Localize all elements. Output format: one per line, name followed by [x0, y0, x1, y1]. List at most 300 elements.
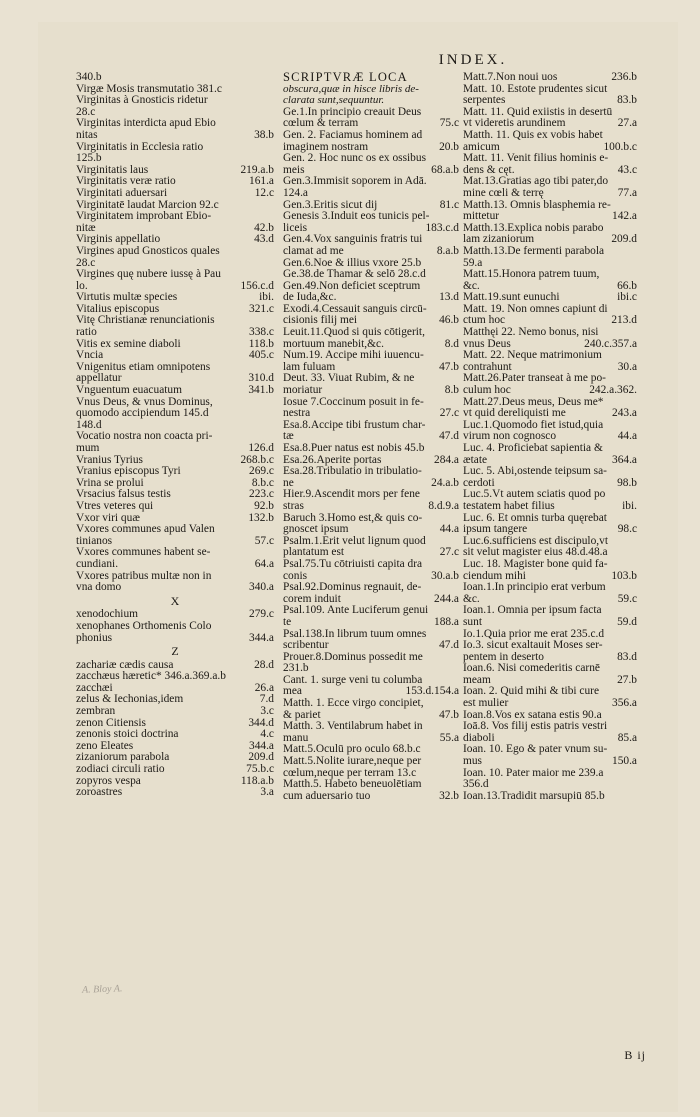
entry-text: stras [283, 499, 304, 512]
page-reference: 219.a.b [240, 163, 274, 176]
entry-text: Vranius Tyrius [76, 453, 143, 466]
entry-text: Deut. 33. Viuat Rubim, & ne [283, 372, 415, 385]
entry-text: Ge.38.de Thamar & selō 28.c.d [283, 268, 426, 281]
entry-text: nestra [283, 407, 311, 420]
page-reference: 240.c.357.a [584, 337, 637, 350]
entry-text: Matth.13.De fermenti parabola [463, 244, 605, 257]
index-entry-line [463, 791, 637, 803]
index-entry-line [283, 721, 459, 733]
index-entry-line [76, 142, 274, 154]
entry-text: Virginitas interdicta apud Ebio [76, 117, 216, 130]
page-reference: 55.a [439, 731, 459, 744]
page-reference: 24.a.b [431, 476, 459, 489]
index-entry-line [76, 431, 274, 443]
page-reference: 209.d [248, 751, 274, 764]
entry-text: gnoscet ipsum [283, 523, 349, 536]
index-entry-line [76, 315, 274, 327]
entry-text: Matth. 11. Quis ex vobis habet [463, 128, 603, 141]
index-entry-line [76, 633, 274, 645]
entry-text: Vxor viri quæ [76, 511, 140, 524]
entry-text: Vocatio nostra non coacta pri- [76, 430, 213, 443]
page-reference: 103.b [611, 569, 637, 582]
page-reference: 340.a [249, 581, 274, 594]
page-reference: 279.c [249, 608, 274, 621]
entry-text: vnus Deus [463, 337, 511, 350]
index-entry-line [463, 246, 637, 258]
entry-text: zachariæ cædis causa [76, 658, 174, 671]
page-reference: 47.b [439, 360, 459, 373]
entry-text: Matt.15.Honora patrem tuum, [463, 268, 600, 281]
entry-text: vt quid dereliquisti me [463, 407, 566, 420]
page-reference: 284.a [434, 453, 459, 466]
page-reference: 344.a [249, 739, 274, 752]
entry-text: zenon Citiensis [76, 716, 146, 729]
entry-text: &c. [463, 592, 480, 605]
entry-text: phonius [76, 631, 113, 644]
entry-text: Vnigenitus etiam omnipotens [76, 360, 211, 373]
entry-text: tæ [283, 430, 294, 443]
index-entry-line [283, 176, 459, 188]
entry-text: Ioan.1.In principio erat verbum [463, 581, 606, 594]
faded-stamp: A. Bloy A. [81, 983, 123, 996]
entry-text: testatem habet filius [463, 499, 555, 512]
entry-text: zembran [76, 705, 116, 718]
entry-text: Gen. 2. Hoc nunc os ex ossibus [283, 152, 427, 165]
entry-text: lam zizaniorum [463, 233, 535, 246]
index-entry-line [76, 246, 274, 258]
entry-text: Io.3. sicut exaltauit Moses ser- [463, 639, 603, 652]
entry-text: cerdoti [463, 476, 495, 489]
entry-text: Matth.13. Omnis blasphemia re- [463, 198, 611, 211]
index-entry-line [76, 269, 274, 281]
page-reference: 66.b [617, 279, 637, 292]
entry-text: culum hoc [463, 384, 511, 397]
page-reference: 27.c [439, 546, 459, 559]
entry-text: Virginitatis laus [76, 163, 149, 176]
page-reference: 13.d [439, 291, 459, 304]
entry-text: ctum hoc [463, 314, 506, 327]
page-signature: B ij [624, 1048, 646, 1062]
entry-text: vt videretis arundinem [463, 117, 566, 130]
entry-text: zacchæi [76, 681, 113, 694]
entry-text: Psal.92.Dominus regnauit, de- [283, 581, 422, 594]
page-reference: 32.b [439, 789, 459, 802]
page-reference: 28.d [254, 658, 274, 671]
index-entry-line [76, 339, 274, 351]
entry-text: nitæ [76, 221, 96, 234]
entry-text: Vtres veteres qui [76, 499, 154, 512]
page-reference: 132.b [248, 511, 274, 524]
page-reference: 8.b.c [251, 476, 274, 489]
page-reference: 68.a.b [431, 163, 459, 176]
entry-text: 356.d [463, 778, 489, 791]
entry-text: Virginitatē laudat Marcion 92.c [76, 198, 219, 211]
page-reference: 338.c [249, 326, 274, 339]
entry-text: Virginitatis in Ecclesia ratio [76, 140, 204, 153]
entry-text: Psalm.1.Erit velut lignum quod [283, 534, 426, 547]
entry-text: Vitę Christianæ renunciationis [76, 314, 215, 327]
entry-text: Num.19. Accipe mihi iuuencu- [283, 349, 424, 362]
page-reference: 8.d [444, 337, 459, 350]
entry-text: Psal.138.In librum tuum omnes [283, 627, 427, 640]
entry-text: Luc. 4. Proficiebat sapientia & [463, 442, 603, 454]
section-letter: Z [171, 644, 179, 659]
book-page [38, 22, 678, 1112]
page-reference: 321.c [249, 302, 274, 315]
entry-text: Ioan. 10. Ego & pater vnum su- [463, 743, 608, 756]
entry-text: Matth.5. Habeto beneuolētiam [283, 778, 422, 791]
index-column-1 [76, 72, 274, 799]
page-reference: 26.a [254, 681, 274, 694]
page-reference: 161.a [249, 175, 274, 188]
index-entry-line [463, 443, 637, 455]
entry-text: mine cœli & terrę [463, 186, 544, 199]
index-entry-line [283, 211, 459, 223]
page-reference: 150.a [612, 755, 637, 768]
entry-text: vna domo [76, 581, 122, 594]
page-reference: 43.d [254, 233, 274, 246]
entry-text: zoroastres [76, 786, 123, 799]
entry-text: mittetur [463, 210, 500, 223]
entry-text: est mulier [463, 697, 509, 710]
page-reference: 75.b.c [246, 763, 274, 776]
entry-text: Virginis appellatio [76, 233, 161, 246]
page-reference: 44.a [439, 523, 459, 536]
page-reference: 57.c [254, 534, 274, 547]
page-reference: 3.c [260, 705, 274, 718]
index-entry-line [283, 605, 459, 617]
entry-text: Matt.26.Pater transeat à me po- [463, 372, 606, 385]
entry-text: cum aduersario tuo [283, 789, 371, 802]
entry-text: Matth.13.Explica nobis parabo [463, 221, 604, 234]
entry-text: mea [283, 685, 302, 698]
entry-text: Vitis ex semine diaboli [76, 337, 181, 350]
entry-text: 124.a [283, 186, 308, 199]
page-header: INDEX. [438, 52, 508, 68]
entry-text: Vrina se prolui [76, 476, 144, 489]
entry-text: 231.b [283, 662, 309, 675]
page-reference: 405.c [249, 349, 274, 362]
entry-text: Luc.6.sufficiens est discipulo,vt [463, 534, 608, 547]
page-reference: 27.c [439, 407, 459, 420]
page-reference: 92.b [254, 499, 274, 512]
entry-text: corem induit [283, 592, 341, 605]
section-subtitle: clarata sunt,sequuntur. [283, 94, 385, 107]
entry-text: Io.1.Quia prior me erat 235.c.d [463, 627, 605, 640]
index-entry-line [463, 269, 637, 281]
page-reference: 64.a [254, 557, 274, 570]
entry-text: & pariet [283, 708, 321, 721]
page-reference: 269.c [249, 465, 274, 478]
entry-text: Gen.3.Immisit soporem in Adā. [283, 175, 427, 188]
entry-text: Ioā.8. Vos filij estis patris vestri [463, 720, 608, 733]
entry-text: xenophanes Orthomenis Colo [76, 619, 212, 632]
entry-text: Ioan. 2. Quid mihi & tibi cure [463, 685, 600, 698]
entry-text: lo. [76, 279, 88, 292]
page-reference: 46.b [439, 314, 459, 327]
index-entry-line [283, 559, 459, 571]
page-reference: 77.a [617, 186, 637, 199]
entry-text: 28.c [76, 256, 96, 269]
entry-text: Gen.3.Eritis sicut dij [283, 198, 378, 211]
entry-text: xenodochium [76, 608, 139, 621]
page-reference: 243.a [612, 407, 637, 420]
entry-text: Virgines quę nubere iussę à Pau [76, 268, 221, 281]
entry-text: Matth. 1. Ecce virgo concipiet, [283, 697, 424, 710]
entry-text: Exodi.4.Cessauit sanguis circū- [283, 302, 427, 315]
entry-text: Ioan.13.Tradidit marsupiū 85.b [463, 789, 605, 802]
entry-text: manu [283, 731, 309, 744]
page-reference: 310.d [248, 372, 274, 385]
entry-text: Hier.9.Ascendit mors per fene [283, 488, 420, 501]
page-reference: 44.a [617, 430, 637, 443]
entry-text: 59.a [463, 256, 483, 269]
entry-text: meis [283, 163, 305, 176]
entry-text: Esa.26.Aperite portas [283, 453, 382, 466]
page-reference: ibi.c [617, 291, 637, 304]
page-reference: 100.b.c [603, 140, 637, 153]
page-reference: 364.a [612, 453, 637, 466]
entry-text: Esa.8.Puer natus est nobis 45.b [283, 442, 425, 454]
entry-text: mortuum manebit,&c. [283, 337, 384, 350]
entry-text: quomodo accipiendum 145.d [76, 407, 209, 420]
entry-text: meam [463, 673, 491, 686]
page-reference: 236.b [611, 71, 637, 83]
entry-text: Luc.5.Vt autem sciatis quod po [463, 488, 606, 501]
page-reference: 153.d.154.a [405, 685, 459, 698]
entry-text: sunt [463, 615, 482, 628]
index-entry-line [76, 582, 274, 594]
entry-text: 125.b [76, 152, 102, 165]
page-reference: 242.a.362. [589, 384, 637, 397]
page-reference: 3.a [260, 786, 274, 799]
index-entry-line [463, 582, 637, 594]
entry-text: Vranius episcopus Tyri [76, 465, 181, 478]
entry-text: Matt.27.Deus meus, Deus me* [463, 395, 604, 408]
entry-text: serpentes [463, 94, 506, 107]
index-entry-line [76, 95, 274, 107]
page-reference: 4.c [260, 728, 274, 741]
entry-text: plantatum est [283, 546, 345, 559]
entry-text: Ge.1.In principio creauit Deus [283, 105, 422, 118]
entry-text: Baruch 3.Homo est,& quis co- [283, 511, 423, 524]
entry-text: imaginem nostram [283, 140, 369, 153]
page-reference: 42.b [254, 221, 274, 234]
entry-text: Matt.5.Nolite iurare,neque per [283, 755, 422, 768]
entry-text: 340.b [76, 71, 102, 83]
page-reference: 83.b [617, 94, 637, 107]
page-reference: 47.b [439, 708, 459, 721]
page-reference: 8.d.9.a [428, 499, 459, 512]
entry-text: sit velut magister eius 48.d.48.a [463, 546, 608, 559]
entry-text: diaboli [463, 731, 495, 744]
entry-text: Virginitati aduersari [76, 186, 168, 199]
entry-text: Genesis 3.Induit eos tunicis pel- [283, 210, 430, 223]
index-column-3 [463, 72, 637, 802]
page-reference: 81.c [439, 198, 459, 211]
entry-text: Leuit.11.Quod si quis cōtigerit, [283, 326, 425, 339]
entry-text: virum non cognosco [463, 430, 557, 443]
index-entry-line [283, 153, 459, 165]
entry-text: Ioan.6. Nisi comederitis carnē [463, 662, 600, 675]
page-reference: ibi. [622, 499, 637, 512]
entry-text: Psal.75.Tu cōtriuisti capita dra [283, 557, 423, 570]
page-reference: 12.c [254, 186, 274, 199]
entry-text: Matt. 22. Neque matrimonium [463, 349, 602, 362]
entry-text: Virginitatem improbant Ebio- [76, 210, 212, 223]
entry-text: Luc. 6. Et omnis turba quęrebat [463, 511, 607, 524]
entry-text: Gen. 2. Faciamus hominem ad [283, 128, 423, 141]
page-reference: 223.c [249, 488, 274, 501]
page-reference: 344.d [248, 716, 274, 729]
entry-text: te [283, 615, 292, 628]
index-entry-line [283, 791, 459, 803]
page-reference: 7.d [259, 693, 274, 706]
page-reference: 244.a [434, 592, 459, 605]
entry-text: appellatur [76, 372, 122, 385]
page-reference: 356.a [612, 697, 637, 710]
entry-text: clamat ad me [283, 244, 344, 257]
page-reference: 27.a [617, 117, 637, 130]
page-reference: 209.d [611, 233, 637, 246]
page-reference: 59.c [617, 592, 637, 605]
page-reference: 38.b [254, 128, 274, 141]
entry-text: ipsum tangere [463, 523, 528, 536]
page-reference: 98.b [617, 476, 637, 489]
entry-text: Virgines apud Gnosticos quales [76, 244, 220, 257]
page-reference: 30.a [617, 360, 637, 373]
entry-text: Matt.5.Oculū pro oculo 68.b.c [283, 743, 421, 756]
entry-text: Prouer.8.Dominus possedit me [283, 650, 423, 663]
entry-text: Matt. 10. Estote prudentes sicut [463, 82, 608, 95]
entry-text: Virginitas à Gnosticis ridetur [76, 94, 208, 107]
index-entry-line [76, 118, 274, 130]
entry-text: dens & cęt. [463, 163, 515, 176]
entry-text: conis [283, 569, 308, 582]
index-entry-line [283, 420, 459, 432]
entry-text: mus [463, 755, 482, 768]
entry-text: Vxores communes habent se- [76, 546, 211, 559]
entry-text: zacchæus hæretic* 346.a.369.a.b [76, 670, 226, 683]
page-reference: 344.a [249, 631, 274, 644]
entry-text: de Iuda,&c. [283, 291, 337, 304]
entry-text: Virtutis multæ species [76, 291, 178, 304]
entry-text: ætate [463, 453, 488, 466]
page-reference: 8.b [444, 384, 459, 397]
entry-text: zelus & Iechonias,idem [76, 693, 184, 706]
entry-text: Matthęi 22. Nemo bonus, nisi [463, 326, 599, 339]
entry-text: cisionis filij mei [283, 314, 358, 327]
entry-text: Matt.19.sunt eunuchi [463, 291, 560, 304]
entry-text: Luc.1.Quomodo fiet istud,quia [463, 418, 604, 431]
section-letter: X [170, 593, 180, 608]
entry-text: Vrsacius falsus testis [76, 488, 171, 501]
entry-text: Iosue 7.Coccinum posuit in fe- [283, 395, 424, 408]
page-reference: 126.d [248, 442, 274, 454]
entry-text: ciendum mihi [463, 569, 526, 582]
entry-text: Virginitatis veræ ratio [76, 175, 176, 188]
entry-text: Vxores patribus multæ non in [76, 569, 212, 582]
page-reference: 183.c.d [425, 221, 459, 234]
section-title: SCRIPTVRÆ LOCA [283, 70, 408, 84]
entry-text: mum [76, 442, 100, 454]
entry-text: Matt.7.Non noui uos [463, 71, 558, 83]
entry-text: Gen.6.Noe & illius vxore 25.b [283, 256, 422, 269]
entry-text: ne [283, 476, 294, 489]
index-entry-line [283, 652, 459, 664]
page-reference: 8.a.b [436, 244, 459, 257]
entry-text: Vxores communes apud Valen [76, 523, 215, 536]
entry-text: Luc. 5. Abi,ostende teipsum sa- [463, 465, 607, 478]
entry-text: Mat.13.Gratias ago tibi pater,do [463, 175, 609, 188]
page-reference: 142.a [612, 210, 637, 223]
index-column-2 [283, 72, 459, 802]
index-entry-line [463, 768, 637, 780]
entry-text: pentem in deserto [463, 650, 544, 663]
entry-text: Ioan.8.Vos ex satana estis 90.a [463, 708, 602, 721]
entry-text: 28.c [76, 105, 96, 118]
entry-text: zeno Eleates [76, 739, 134, 752]
entry-text: Ioan. 10. Pater maior me 239.a [463, 766, 604, 779]
page-reference: 268.b.c [240, 453, 274, 466]
entry-text: zenonis stoici doctrina [76, 728, 179, 741]
entry-text: cœlum,neque per terram 13.c [283, 766, 417, 779]
index-entry-line [463, 744, 637, 756]
page-reference: 20.b [439, 140, 459, 153]
entry-text: Matt. 11. Quid exiistis in desertū [463, 105, 613, 118]
index-entry-line [76, 787, 274, 799]
page-reference: 188.a [434, 615, 459, 628]
page-reference: 118.a.b [240, 774, 274, 787]
entry-text: &c. [463, 279, 480, 292]
page-reference: 47.d [439, 639, 459, 652]
entry-text: cundiani. [76, 557, 119, 570]
entry-text: Ioan.1. Omnia per ipsum facta [463, 604, 602, 617]
entry-text: Virgæ Mosis transmutatio 381.c [76, 82, 222, 95]
entry-text: scribentur [283, 639, 329, 652]
entry-text: Gen.49.Non deficiet sceptrum [283, 279, 421, 292]
entry-text: contrahunt [463, 360, 512, 373]
section-subtitle: obscura,quæ in hisce libris de- [283, 82, 419, 95]
entry-text: tinianos [76, 534, 113, 547]
page-reference: 30.a.b [431, 569, 459, 582]
entry-text: Vitalius episcopus [76, 302, 160, 315]
entry-text: cœlum & terram [283, 117, 359, 130]
page-reference: 85.a [617, 731, 637, 744]
entry-text: Matt. 11. Venit filius hominis e- [463, 152, 609, 165]
page-reference: ibi. [259, 291, 274, 304]
page-reference: 98.c [617, 523, 637, 536]
entry-text: zodiaci circuli ratio [76, 763, 165, 776]
page-reference: 59.d [617, 615, 637, 628]
page-reference: 213.d [611, 314, 637, 327]
page-reference: 118.b [248, 337, 274, 350]
entry-text: ratio [76, 326, 97, 339]
entry-text: Esa.8.Accipe tibi frustum char- [283, 418, 426, 431]
page-reference: 75.c [439, 117, 459, 130]
entry-text: Vncia [76, 349, 104, 362]
entry-text: zizaniorum parabola [76, 751, 170, 764]
entry-text: Psal.109. Ante Luciferum genui [283, 604, 429, 617]
index-entry-line [463, 605, 637, 617]
entry-text: nitas [76, 128, 98, 141]
index-entry-line [76, 408, 274, 420]
entry-text: zopyros vespa [76, 774, 141, 787]
page-reference: 83.d [617, 650, 637, 663]
entry-text: moriatur [283, 384, 323, 397]
entry-text: Luc. 18. Magister bone quid fa- [463, 557, 608, 570]
page-reference: 341.b [248, 384, 274, 397]
